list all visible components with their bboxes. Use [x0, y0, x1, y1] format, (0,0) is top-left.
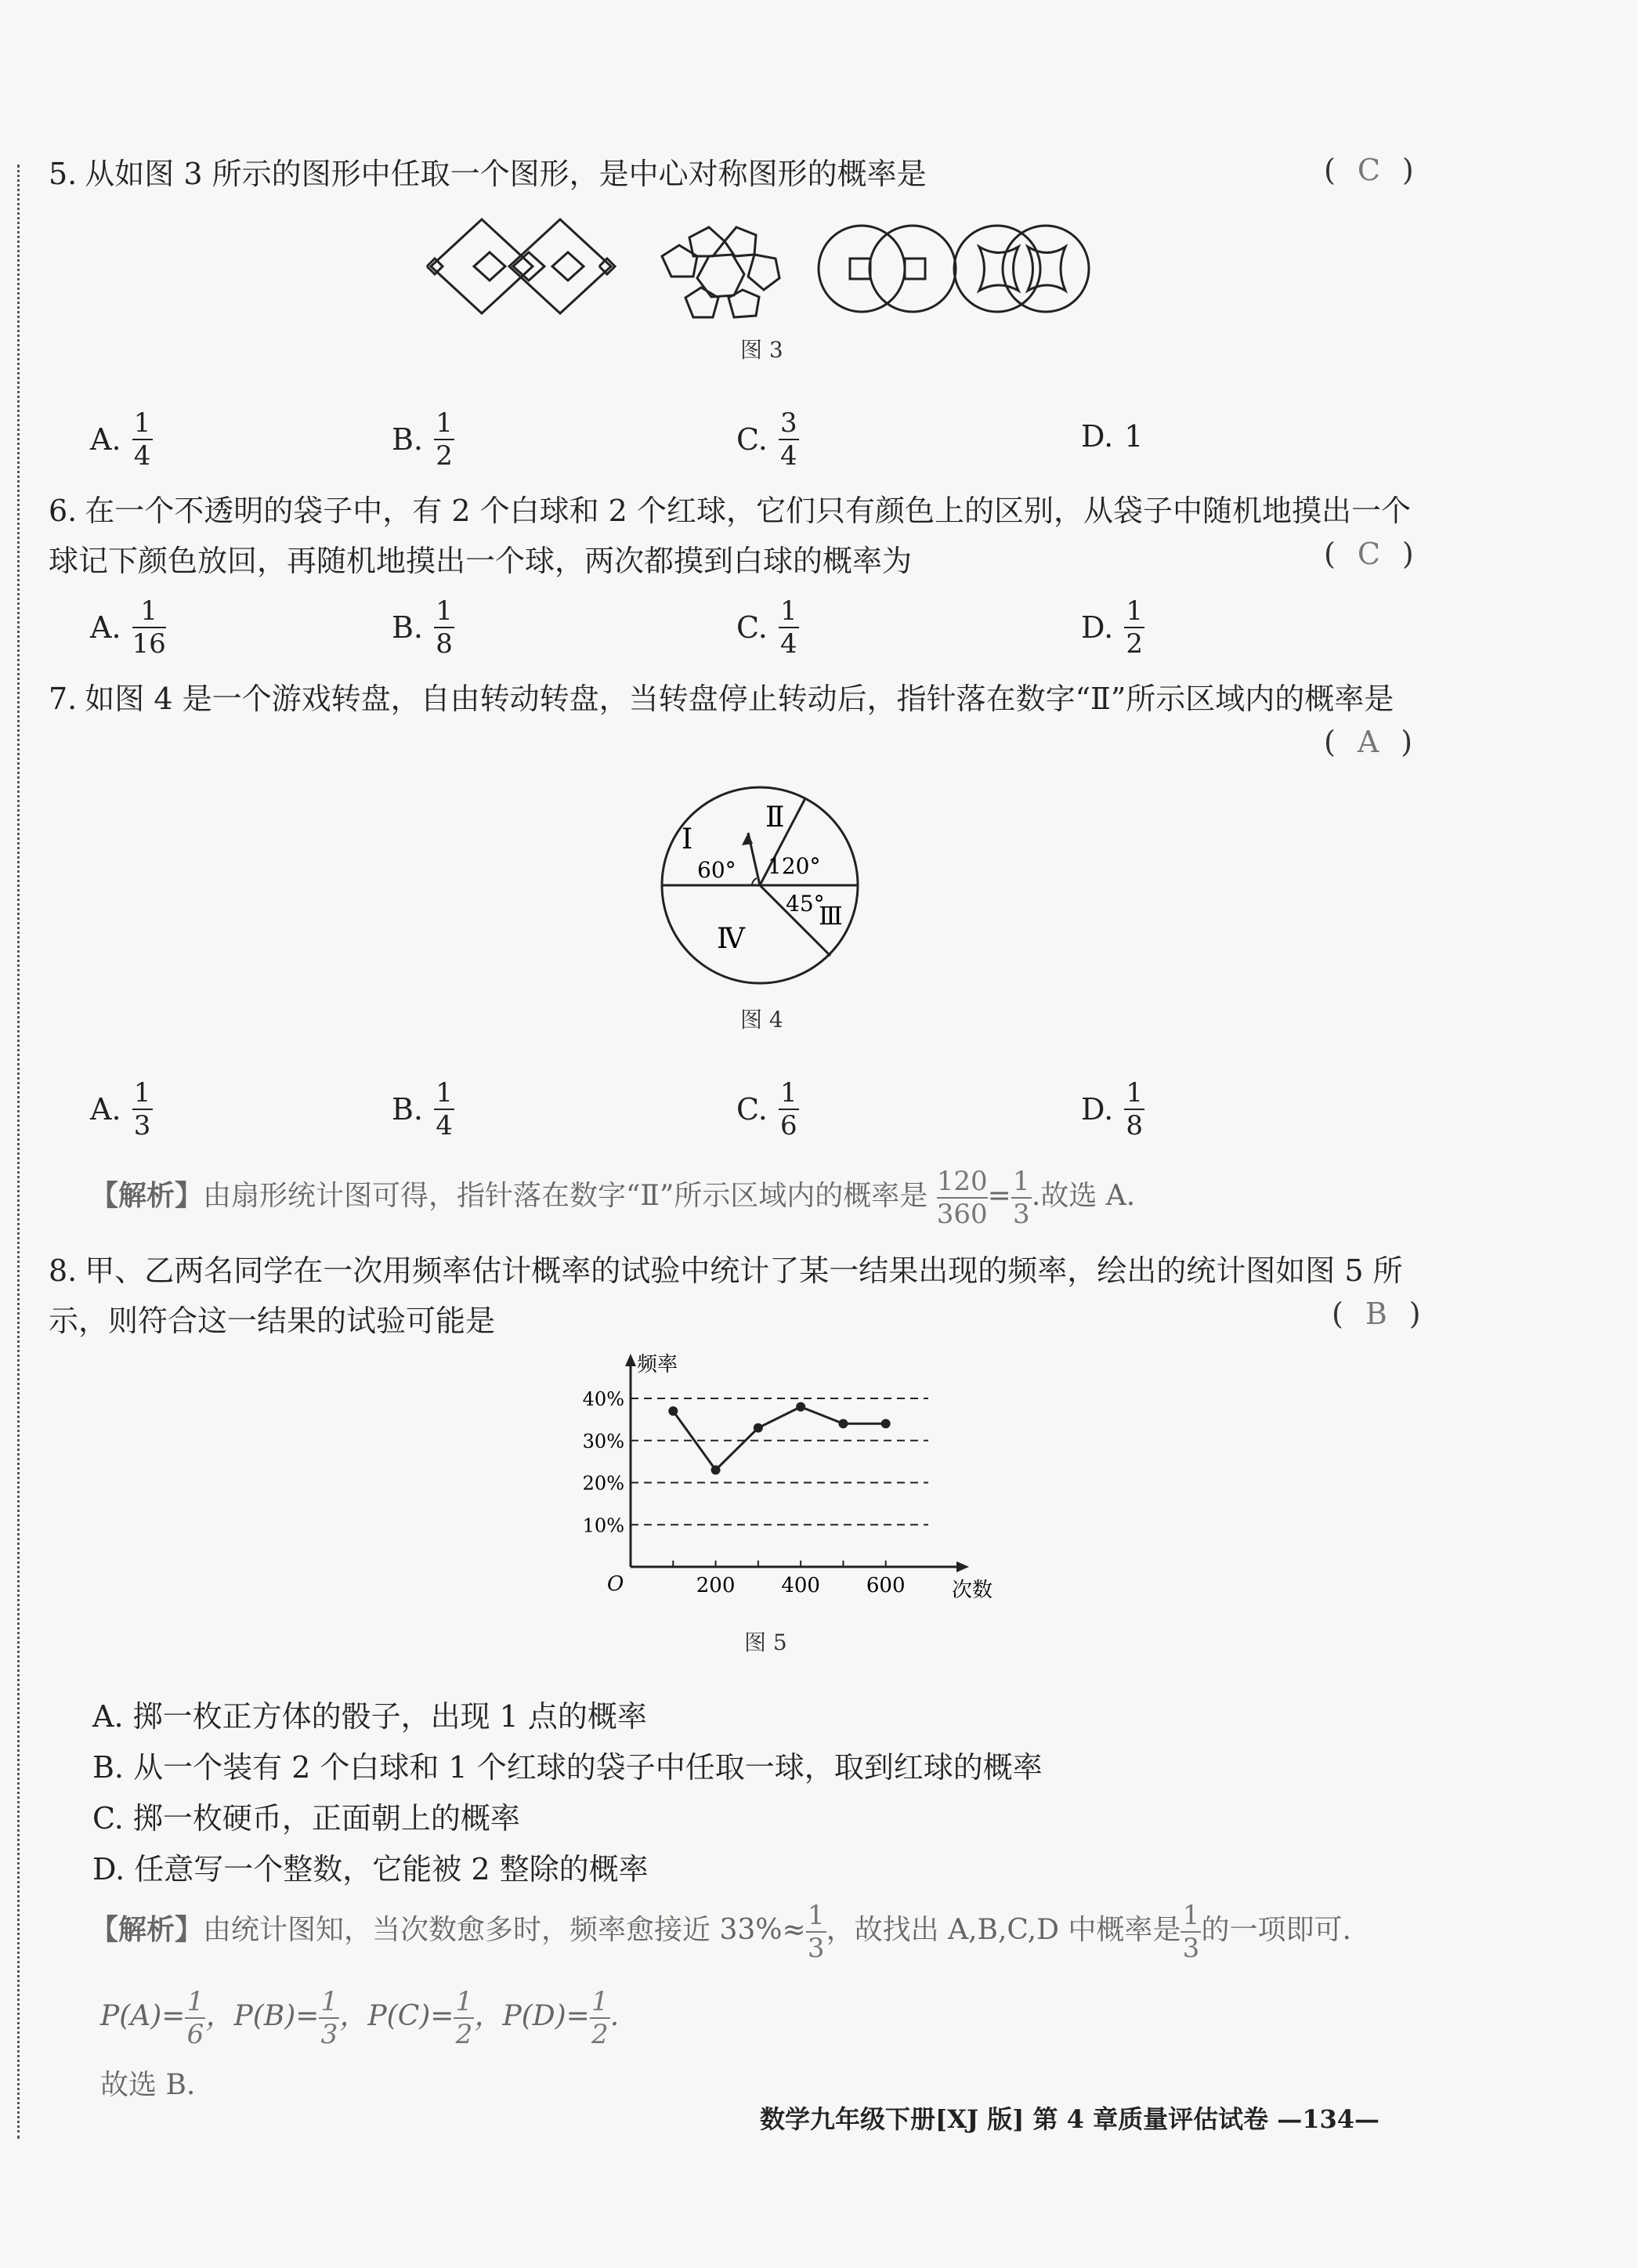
question-text-line-1: 甲、乙两名同学在一次用频率估计概率的试验中统计了某一结果出现的频率，绘出的统计图如图 5 所 — [85, 1253, 1403, 1288]
data-point — [668, 1406, 678, 1416]
fraction-numerator: 1 — [436, 1077, 453, 1109]
prob-c-fraction — [454, 1986, 474, 2050]
option-label: B. — [392, 1092, 424, 1127]
origin-label: O — [607, 1572, 624, 1596]
q5-option-a[interactable] — [90, 407, 153, 472]
figure-5-caption: 图 5 — [744, 1630, 787, 1655]
fraction-denominator: 2 — [1126, 628, 1144, 660]
analysis-text-mid: ，故找出 A,B,C,D 中概率是 — [826, 1914, 1181, 1946]
answer-letter: B — [1365, 1297, 1387, 1331]
question-number: 6. — [49, 494, 78, 528]
option-label: B. — [392, 610, 424, 645]
fraction-denominator: 4 — [779, 440, 797, 472]
option-label: C. — [736, 1092, 768, 1127]
q7-option-a[interactable] — [90, 1077, 153, 1141]
q6-option-d[interactable] — [1081, 595, 1144, 660]
fraction-numerator: 1 — [436, 595, 453, 627]
prob-a-fraction — [185, 1986, 205, 2050]
option-label: D. — [1081, 610, 1114, 645]
analysis-fraction — [806, 1900, 826, 1964]
fraction-numerator: 1 — [436, 407, 453, 439]
fraction-numerator: 1 — [140, 595, 157, 627]
data-point — [754, 1423, 763, 1433]
fraction-numerator: 1 — [133, 1077, 151, 1109]
analysis-text: 由统计图知，当次数愈多时，频率愈接近 33%≈ — [203, 1914, 806, 1946]
option-fraction — [779, 1077, 799, 1141]
data-point — [881, 1419, 891, 1428]
question-text: 从如图 3 所示的图形中任取一个图形，是中心对称图形的概率是 — [85, 157, 927, 191]
figure-3-caption: 图 3 — [740, 337, 783, 363]
q8-probabilities — [100, 1986, 619, 2050]
fraction-denominator: 4 — [133, 440, 151, 472]
fraction-denominator: 8 — [436, 628, 453, 660]
fraction-denominator: 6 — [186, 2019, 204, 2050]
x-axis-arrow-icon — [956, 1561, 969, 1572]
y-tick-label: 40% — [582, 1388, 624, 1410]
fraction-denominator: 4 — [779, 628, 797, 660]
region-label-2: Ⅱ — [765, 801, 785, 834]
q8-analysis — [90, 1900, 1351, 1964]
option-label: A. — [90, 422, 121, 457]
fraction-numerator: 1 — [1013, 1166, 1030, 1197]
fraction-numerator: 1 — [1182, 1900, 1200, 1931]
question-text: 如图 4 是一个游戏转盘，自由转动转盘，当转盘停止转动后，指针落在数字“Ⅱ”所示区域内的概率是 — [85, 682, 1394, 716]
fraction-denominator: 3 — [807, 1933, 825, 1964]
x-tick-label: 200 — [696, 1574, 736, 1597]
fraction-numerator: 1 — [133, 407, 151, 439]
answer-letter: C — [1357, 153, 1380, 187]
prob-b-label: ，P(B)= — [205, 2000, 320, 2032]
figure-3 — [427, 215, 1093, 325]
q5-option-c[interactable] — [736, 407, 799, 472]
question-text-line-1: 在一个不透明的袋子中，有 2 个白球和 2 个红球，它们只有颜色上的区别，从袋子中随机地摸出一个 — [85, 494, 1411, 528]
analysis-tag: 【解析】 — [90, 1179, 204, 1212]
answer-letter: C — [1357, 537, 1380, 571]
data-point — [711, 1465, 721, 1474]
analysis-fraction — [1181, 1900, 1201, 1964]
option-fraction — [132, 595, 166, 660]
analysis-fraction — [1011, 1166, 1032, 1230]
answer-q8: ( B ) — [1332, 1297, 1421, 1331]
figure-5-line-chart — [564, 1347, 993, 1614]
question-text-line-2: 示，则符合这一结果的试验可能是 — [49, 1304, 496, 1338]
fraction-denominator: 2 — [436, 440, 453, 472]
y-axis-label: 频率 — [637, 1353, 678, 1376]
figure-3-pentagon-shape — [662, 227, 779, 317]
fraction-denominator: 3 — [320, 2019, 338, 2050]
fraction-denominator: 2 — [591, 2019, 609, 2050]
option-label: B. — [392, 422, 424, 457]
y-tick-label: 30% — [582, 1430, 624, 1452]
region-label-1: Ⅰ — [682, 823, 693, 855]
option-label: C. — [736, 610, 768, 645]
fraction-numerator: 1 — [779, 595, 797, 627]
angle-label-45: 45° — [786, 891, 825, 917]
figure-3-double-ring-shape — [954, 226, 1089, 312]
option-fraction — [434, 595, 454, 660]
option-value: 1 — [1124, 419, 1144, 454]
prob-c-label: ，P(C)= — [339, 2000, 454, 2032]
option-fraction — [434, 1077, 454, 1141]
option-fraction — [779, 407, 799, 472]
fraction-numerator: 1 — [320, 1986, 338, 2017]
fraction-numerator: 1 — [186, 1986, 204, 2017]
q8-option-b[interactable]: B. 从一个装有 2 个白球和 1 个红球的袋子中任取一球，取到红球的概率 — [92, 1750, 1043, 1785]
q6-option-a[interactable] — [90, 595, 166, 660]
fraction-numerator: 3 — [779, 407, 797, 439]
q5-option-b[interactable] — [392, 407, 454, 472]
option-label: C. — [736, 422, 768, 457]
q7-option-c[interactable] — [736, 1077, 799, 1141]
fraction-numerator: 1 — [779, 1077, 797, 1109]
analysis-text-end: 的一项即可. — [1201, 1914, 1351, 1946]
fraction-denominator: 16 — [132, 628, 166, 660]
option-fraction — [434, 407, 454, 472]
figure-3-coin-shape — [819, 226, 956, 312]
option-label: A. — [90, 610, 121, 645]
fraction-denominator: 3 — [133, 1110, 151, 1141]
data-point — [796, 1402, 805, 1412]
question-number: 8. — [49, 1253, 78, 1288]
option-label: D. — [1081, 419, 1114, 454]
q8-option-c[interactable]: C. 掷一枚硬币，正面朝上的概率 — [92, 1801, 520, 1836]
binding-margin-line — [17, 165, 20, 2139]
figure-4-caption: 图 4 — [740, 1007, 783, 1033]
answer-q7: ( A ) — [1324, 725, 1413, 759]
q6-option-c[interactable] — [736, 595, 799, 660]
fraction-numerator: 1 — [591, 1986, 609, 2017]
prob-b-fraction — [319, 1986, 339, 2050]
y-tick-label: 10% — [582, 1514, 624, 1537]
q6-option-b[interactable] — [392, 595, 454, 660]
fraction-numerator: 1 — [455, 1986, 473, 2017]
fraction-denominator: 6 — [779, 1110, 797, 1141]
analysis-tag: 【解析】 — [90, 1913, 204, 1946]
option-fraction — [1124, 595, 1144, 660]
analysis-text-end: .故选 A. — [1031, 1180, 1136, 1212]
x-tick-label: 600 — [866, 1574, 906, 1597]
spinner-pointer-arrow-icon — [742, 833, 753, 845]
angle-label-120: 120° — [768, 853, 821, 879]
figure-4-spinner — [654, 780, 866, 991]
region-label-4: Ⅳ — [717, 923, 745, 955]
prob-a-label: P(A)= — [100, 2000, 186, 2032]
angle-label-60: 60° — [697, 857, 736, 883]
question-6 — [49, 486, 1411, 586]
option-label: D. — [1081, 1092, 1114, 1127]
question-5 — [49, 149, 927, 199]
q7-analysis — [90, 1166, 1135, 1230]
question-number: 5. — [49, 157, 78, 191]
fraction-denominator: 2 — [455, 2019, 473, 2050]
fraction-numerator: 1 — [1126, 1077, 1144, 1109]
x-axis-label: 次数 — [952, 1579, 993, 1602]
fraction-denominator: 360 — [936, 1199, 988, 1230]
prob-end: . — [609, 2000, 620, 2032]
x-tick-label: 400 — [781, 1574, 820, 1597]
analysis-fraction — [937, 1166, 988, 1230]
fraction-numerator: 1 — [1126, 595, 1144, 627]
figure-3-knot-shape — [427, 219, 615, 313]
fraction-denominator: 8 — [1126, 1110, 1144, 1141]
answer-q5: ( C ) — [1324, 153, 1414, 187]
q7-option-b[interactable] — [392, 1077, 454, 1141]
q8-option-a[interactable]: A. 掷一枚正方体的骰子，出现 1 点的概率 — [92, 1699, 647, 1734]
q5-option-d[interactable] — [1081, 419, 1143, 454]
question-number: 7. — [49, 682, 78, 716]
option-fraction — [779, 595, 799, 660]
prob-d-label: ，P(D)= — [474, 2000, 590, 2032]
question-7 — [49, 674, 1394, 724]
fraction-numerator: 1 — [807, 1900, 825, 1931]
analysis-text: 由扇形统计图可得，指针落在数字“Ⅱ”所示区域内的概率是 — [203, 1180, 928, 1212]
question-text-line-2: 球记下颜色放回，再随机地摸出一个球，两次都摸到白球的概率为 — [49, 544, 913, 578]
q8-conclusion: 故选 B. — [100, 2069, 196, 2101]
q7-option-d[interactable] — [1081, 1077, 1144, 1141]
data-point — [838, 1419, 848, 1428]
answer-letter: A — [1357, 725, 1379, 759]
y-axis-arrow-icon — [625, 1354, 636, 1366]
y-tick-label: 20% — [582, 1472, 624, 1495]
option-fraction — [1124, 1077, 1144, 1141]
option-label: A. — [90, 1092, 121, 1127]
frequency-series-line — [673, 1407, 885, 1470]
region-label-3: Ⅲ — [819, 901, 843, 931]
q8-option-d[interactable]: D. 任意写一个整数，它能被 2 整除的概率 — [92, 1852, 649, 1886]
answer-q6: ( C ) — [1324, 537, 1414, 571]
question-8 — [49, 1246, 1403, 1346]
equals-sign: = — [987, 1180, 1011, 1212]
option-fraction — [132, 407, 153, 472]
fraction-denominator: 3 — [1013, 1199, 1030, 1230]
prob-d-fraction — [590, 1986, 610, 2050]
page-footer: 数学九年级下册[XJ 版] 第 4 章质量评估试卷 —134— — [760, 2104, 1380, 2134]
fraction-numerator: 120 — [936, 1166, 988, 1197]
fraction-denominator: 3 — [1182, 1933, 1200, 1964]
option-fraction — [132, 1077, 153, 1141]
fraction-denominator: 4 — [436, 1110, 453, 1141]
